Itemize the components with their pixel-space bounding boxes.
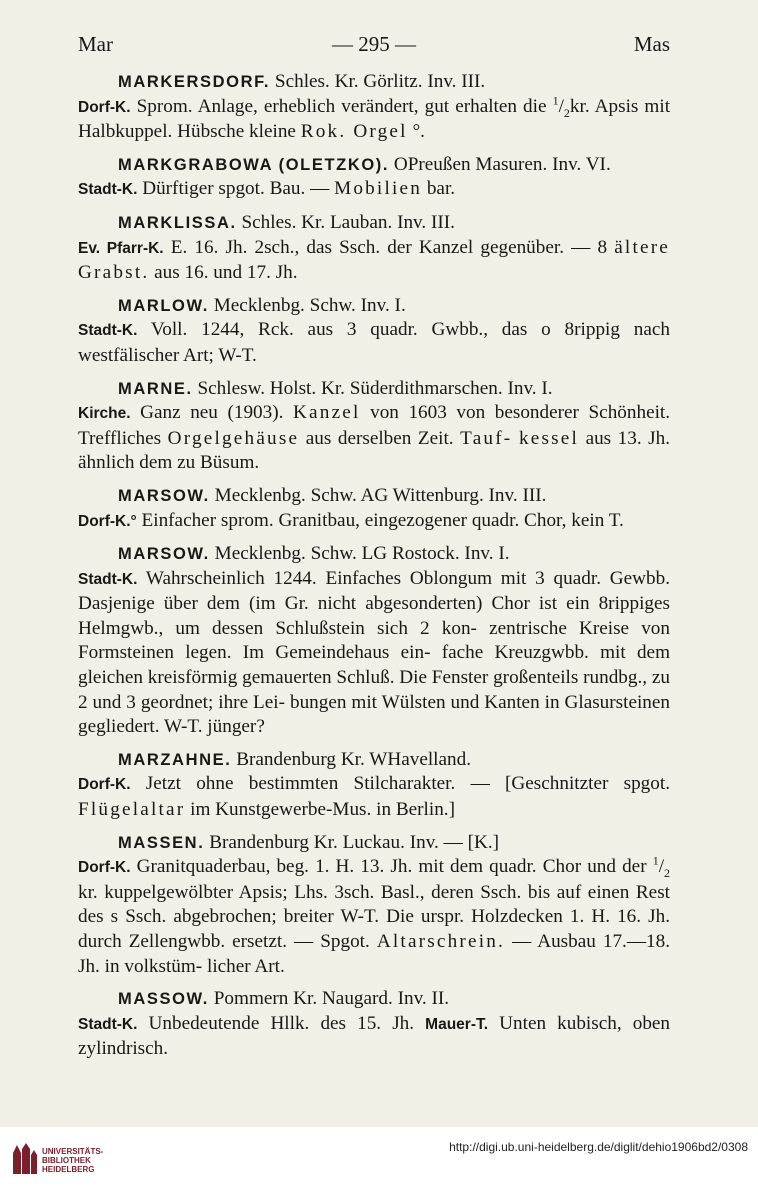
- place-name: MARKGRABOWA (OLETZKO).: [118, 155, 390, 174]
- dictionary-entry: [78, 70, 670, 145]
- building-label: Mauer-T.: [425, 1015, 489, 1033]
- place-name: MARNE.: [118, 379, 193, 398]
- place-name: MARKLISSA.: [118, 213, 237, 232]
- region-info: Mecklenbg. Schw. AG Wittenburg. Inv. III.: [214, 484, 547, 506]
- spaced-term: ältere Grabst.: [78, 236, 671, 284]
- entry-text: bungen mit Wülsten und Kanten in Glasursteinen gegliedert. W-T.: [78, 691, 671, 738]
- place-name: MASSOW.: [118, 990, 209, 1009]
- logo-line: HEIDELBERG: [42, 1165, 95, 1174]
- entry-heading: [78, 831, 670, 856]
- entry-text: zentrische Kreise von Formsteinen legen. Im Gemeindehaus ein-: [78, 617, 670, 664]
- entry-text: jünger?: [207, 716, 265, 738]
- spaced-term: kessel: [518, 427, 580, 449]
- entry-body: [78, 567, 670, 740]
- place-name: MARSOW.: [118, 545, 210, 564]
- logo-line: BIBLIOTHEK: [42, 1156, 91, 1165]
- entry-text: Gewbb. Dasjenige über dem (im Gr. nicht abgesonderten) Chor: [78, 567, 671, 615]
- region-info: Schles. Kr. Lauban. Inv. III.: [241, 211, 455, 233]
- page-number: — 295 —: [332, 32, 416, 56]
- entry-heading: [78, 542, 670, 567]
- region-info: Schles. Kr. Görlitz. Inv. III.: [274, 71, 486, 92]
- entry-body: [78, 772, 670, 822]
- spaced-term: Mobilien: [334, 178, 423, 200]
- building-label: Stadt-K.: [78, 181, 138, 199]
- entry-text: bar.: [426, 178, 456, 200]
- spaced-term: Kanzel: [293, 402, 361, 424]
- dictionary-entry: [78, 153, 670, 203]
- running-head: [78, 32, 670, 62]
- entry-text: fache Kreuzgwbb. mit dem gleichen kreisförmig gemauerten Schluß.: [78, 642, 670, 689]
- entry-text: kein T.: [571, 509, 624, 531]
- dictionary-entry: [78, 987, 670, 1062]
- building-label: Stadt-K.: [78, 570, 138, 588]
- entry-text: — Spgot.: [294, 931, 370, 952]
- dictionary-entry: [78, 542, 670, 740]
- entry-text: Unten kubisch, oben zylindrisch.: [78, 1012, 671, 1060]
- region-info: Brandenburg Kr. WHavelland.: [236, 748, 472, 770]
- entry-text: Sprom. Anlage, erheblich verändert, gut erhalten die: [136, 95, 547, 117]
- dictionary-entry: [78, 748, 670, 823]
- entry-body: [78, 318, 670, 368]
- spaced-term: Flügelaltar: [78, 799, 186, 821]
- footer-bar: [0, 1127, 758, 1189]
- building-label: Stadt-K.: [78, 322, 138, 340]
- place-name: MARSOW.: [118, 486, 210, 505]
- building-label: Dorf-K.: [78, 776, 131, 794]
- region-info: OPreußen Masuren. Inv. VI.: [393, 153, 611, 175]
- entry-text: kr. Apsis mit Halbkuppel. Hübsche kleine: [78, 95, 671, 143]
- dictionary-entry: [78, 211, 670, 286]
- entry-text: E. 16. Jh. 2sch., das Ssch. der Kanzel gegenüber. —: [170, 236, 591, 258]
- logo-line: UNIVERSITÄTS-: [42, 1147, 104, 1156]
- entry-text: im Kunstgewerbe-Mus. in Berlin.]: [190, 799, 455, 821]
- entry-text: Wahrscheinlich 1244. Einfaches Oblongum mit 3 quadr.: [145, 567, 601, 589]
- region-info: Mecklenbg. Schw. LG Rostock. Inv. I.: [214, 543, 510, 565]
- entry-heading: [78, 987, 670, 1012]
- entry-text: Die Fenster großenteils rundbg., zu 2 und 3 geordnet; ihre Lei-: [78, 667, 670, 713]
- entry-heading: [78, 211, 670, 236]
- entry-text: Granitquaderbau, beg. 1. H. 13. Jh. mit dem quadr. Chor: [136, 856, 582, 878]
- entry-text: spgot.: [623, 773, 671, 795]
- spaced-term: Altarschrein.: [376, 931, 506, 952]
- entry-text: licher Art.: [207, 955, 285, 977]
- entry-text: und der: [587, 856, 647, 878]
- entry-heading: [78, 153, 670, 178]
- building-label: Dorf-K.°: [78, 512, 137, 530]
- entry-text: Ssch. bis auf einen Rest des s Ssch. abgebrochen; breiter W-T.: [78, 881, 671, 928]
- building-label: Ev. Pfarr-K.: [78, 239, 164, 257]
- place-name: MASSEN.: [118, 833, 205, 852]
- region-info: Mecklenbg. Schw. Inv. I.: [213, 294, 406, 316]
- place-name: MARZAHNE.: [118, 750, 232, 769]
- dictionary-entry: [78, 294, 670, 369]
- entry-heading: [78, 294, 670, 319]
- region-info: Schlesw. Holst. Kr. Süderdithmarschen. Inv. I.: [197, 377, 553, 399]
- entry-heading: [78, 484, 670, 509]
- spaced-term: Orgelgehäuse: [167, 427, 300, 449]
- dictionary-entry: [78, 377, 670, 476]
- entry-text: Schönheit. Treffliches: [78, 402, 671, 449]
- entry-text: von 1603 von besonderer: [370, 402, 579, 424]
- library-logo-text: [42, 1147, 103, 1174]
- building-label: Stadt-K.: [78, 1015, 138, 1033]
- dictionary-entry: [78, 831, 670, 980]
- entry-text: Ganz neu (1903).: [140, 402, 284, 424]
- entry-text: aus derselben Zeit.: [305, 427, 454, 449]
- spaced-term: Tauf-: [460, 427, 513, 449]
- entry-text: Dürftiger spgot. Bau. —: [142, 178, 330, 200]
- entry-heading: [78, 748, 670, 773]
- entry-text: — Ausbau 17.—18. Jh. in volkstüm-: [78, 931, 671, 977]
- entry-text: Unbedeutende Hllk. des 15. Jh.: [148, 1012, 415, 1034]
- entry-text: aus 13. Jh. ähnlich dem zu Büsum.: [78, 427, 671, 474]
- header-right-keyword: Mas: [633, 32, 670, 56]
- spaced-term: Rok. Orgel: [300, 121, 408, 143]
- entry-text: 8: [597, 236, 608, 258]
- entry-body: [78, 1012, 670, 1062]
- entry-body: [78, 236, 670, 286]
- entry-text: °.: [412, 121, 425, 143]
- place-name: MARKERSDORF.: [118, 73, 271, 91]
- building-label: Kirche.: [78, 405, 131, 423]
- fraction-half: $^1/_2$: [552, 93, 570, 120]
- region-info: Pommern Kr. Naugard. Inv. II.: [213, 988, 450, 1010]
- entry-text: Voll. 1244, Rck. aus 3 quadr. Gwbb., das o 8rippig: [150, 319, 620, 341]
- entry-text: aus 16. und 17. Jh.: [154, 262, 298, 284]
- dictionary-entry: [78, 484, 670, 534]
- page-content: [78, 70, 670, 1070]
- region-info: Brandenburg Kr. Luckau. Inv. — [K.]: [209, 831, 500, 853]
- header-left-keyword: Mar: [78, 32, 113, 56]
- entry-text: Die urspr. Holzdecken 1. H. 16. Jh. durch Zellengwbb. ersetzt.: [78, 906, 670, 952]
- fraction-half: $^1/_2$: [652, 853, 671, 881]
- entry-body: [78, 509, 670, 535]
- entry-body: [78, 401, 670, 476]
- library-logo-icon: [10, 1141, 38, 1177]
- place-name: MARLOW.: [118, 296, 209, 315]
- entry-text: Jetzt ohne bestimmten Stilcharakter. — [Geschnitzter: [145, 773, 609, 795]
- building-label: Dorf-K.: [78, 98, 131, 116]
- source-url-link[interactable]: http://digi.ub.uni-heidelberg.de/diglit/dehio1906bd2/0308: [449, 1140, 748, 1154]
- building-label: Dorf-K.: [78, 859, 131, 877]
- entry-heading: [78, 70, 670, 95]
- entry-body: [78, 95, 670, 145]
- entry-heading: [78, 377, 670, 402]
- entry-text: nach westfälischer Art; W-T.: [78, 319, 671, 366]
- entry-body: [78, 177, 670, 203]
- entry-text: Einfacher sprom. Granitbau, eingezogener quadr. Chor,: [141, 509, 567, 531]
- entry-text: ist ein 8rippiges Helmgwb., um dessen Schlußstein sich 2 kon-: [78, 593, 671, 639]
- entry-text: kr. kuppelgewölbter Apsis; Lhs. 3sch. Basl., deren: [78, 881, 474, 903]
- entry-body: [78, 855, 670, 979]
